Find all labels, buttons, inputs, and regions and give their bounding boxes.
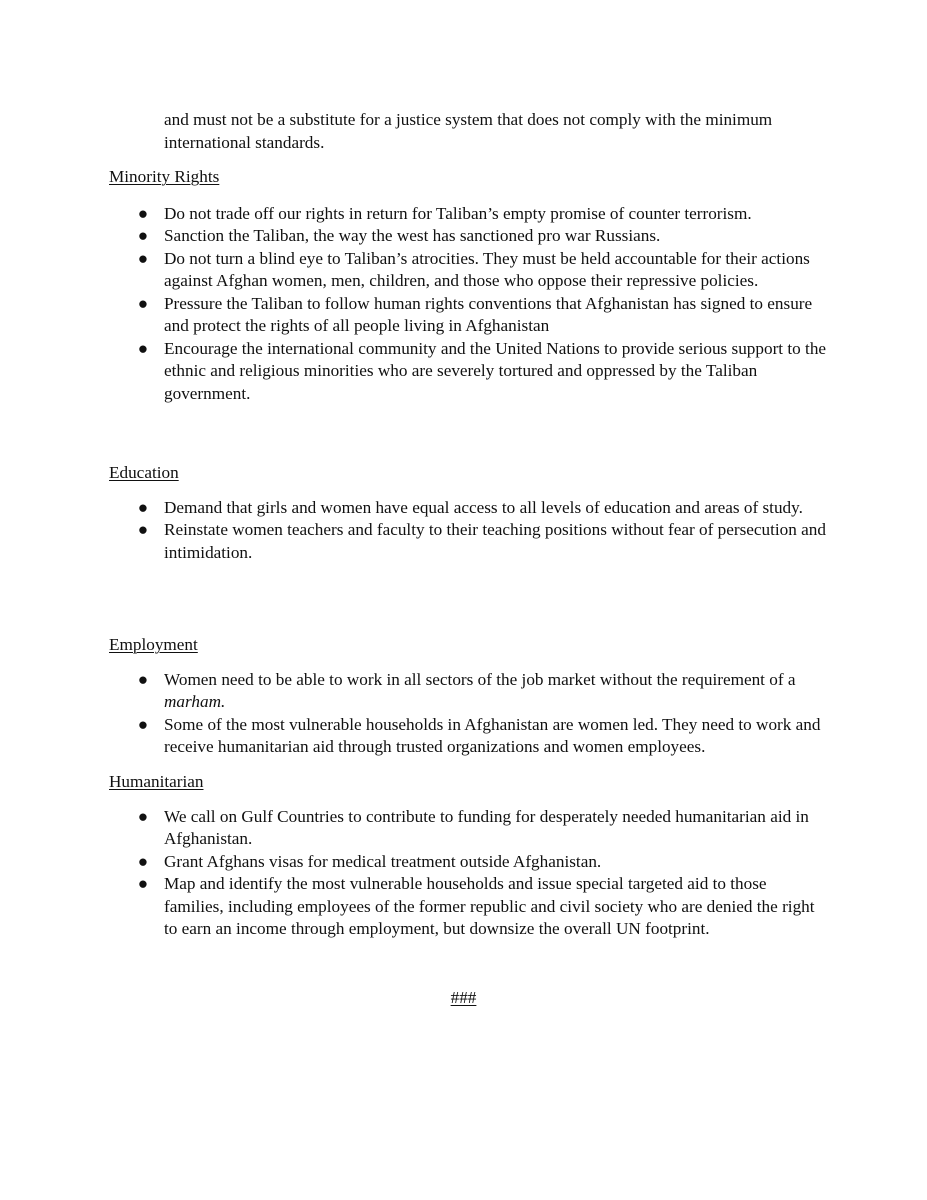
- bullet-icon: ●: [137, 874, 149, 893]
- intro-paragraph: [109, 109, 829, 154]
- list-item: [109, 293, 829, 338]
- section-heading: Minority Rights: [109, 167, 220, 186]
- list-item-text: Grant Afghans visas for medical treatment outside Afghanistan.: [164, 851, 602, 871]
- list-item: [109, 338, 829, 406]
- section-minority-rights: [109, 166, 829, 405]
- list-item-text: Some of the most vulnerable households in Afghanistan are women led. They need to work and receive humanitarian aid through trusted organizations and women employees.: [164, 714, 821, 756]
- list-item: [109, 873, 829, 941]
- bullet-icon: ●: [137, 293, 149, 313]
- bullet-icon: ●: [137, 669, 149, 689]
- bullet-icon: ●: [137, 851, 149, 871]
- list-item-text: Pressure the Taliban to follow human rights conventions that Afghanistan has signed to ensure and protect the rights of all people living in Afghanistan: [164, 293, 813, 335]
- list-item: [109, 851, 829, 874]
- bullet-list: [109, 669, 829, 759]
- list-item-text-lead: Women need to be able to work in all sectors of the job market without the requirement of a: [164, 669, 796, 689]
- section-humanitarian: [109, 771, 829, 941]
- list-item-text: We call on Gulf Countries to contribute to funding for desperately needed humanitarian aid in Afghanistan.: [164, 806, 809, 848]
- bullet-list: [109, 806, 829, 941]
- list-item: [109, 669, 829, 714]
- list-item-text: Map and identify the most vulnerable households and issue special targeted aid to those families, including employees of the former republic and civil society who are denied the right to earn an income through employment, but downsize the overall UN footprint.: [164, 874, 815, 938]
- bullet-list: [109, 203, 829, 406]
- bullet-list: [109, 497, 829, 565]
- list-item-text: Encourage the international community and the United Nations to provide serious support to the ethnic and religious minorities who are severely tortured and oppressed by the Taliban government.: [164, 338, 827, 403]
- bullet-icon: ●: [137, 497, 149, 517]
- list-item: [109, 714, 829, 759]
- bullet-icon: ●: [137, 806, 149, 826]
- list-item-text: [164, 670, 796, 712]
- section-heading: Employment: [109, 635, 198, 654]
- list-item: [109, 225, 829, 248]
- list-item-text: Demand that girls and women have equal access to all levels of education and areas of study.: [164, 497, 803, 517]
- section-education: [109, 462, 829, 564]
- list-item-text: Reinstate women teachers and faculty to their teaching positions without fear of persecution and intimidation.: [164, 520, 826, 562]
- bullet-icon: ●: [137, 714, 149, 734]
- list-item: [109, 519, 829, 564]
- bullet-icon: ●: [137, 338, 149, 358]
- bullet-icon: ●: [137, 226, 149, 245]
- section-employment: [109, 634, 829, 759]
- bullet-icon: ●: [137, 248, 149, 268]
- list-item: [109, 248, 829, 293]
- intro-text: and must not be a substitute for a justice system that does not comply with the minimum international standards.: [164, 110, 773, 152]
- section-heading: Education: [109, 463, 179, 482]
- list-item-text: Do not turn a blind eye to Taliban’s atrocities. They must be held accountable for their actions against Afghan women, men, children, and those who oppose their repressive policies.: [164, 248, 810, 290]
- bullet-icon: ●: [137, 203, 149, 223]
- end-mark: ###: [450, 988, 477, 1007]
- marham-term: marham.: [164, 692, 226, 711]
- bullet-icon: ●: [137, 520, 149, 539]
- list-item: [109, 203, 829, 226]
- list-item: [109, 806, 829, 851]
- section-heading: Humanitarian: [109, 772, 204, 791]
- list-item: [109, 497, 829, 520]
- list-item-text: Do not trade off our rights in return for Taliban’s empty promise of counter terrorism.: [164, 203, 752, 223]
- list-item-text: Sanction the Taliban, the way the west has sanctioned pro war Russians.: [164, 226, 661, 245]
